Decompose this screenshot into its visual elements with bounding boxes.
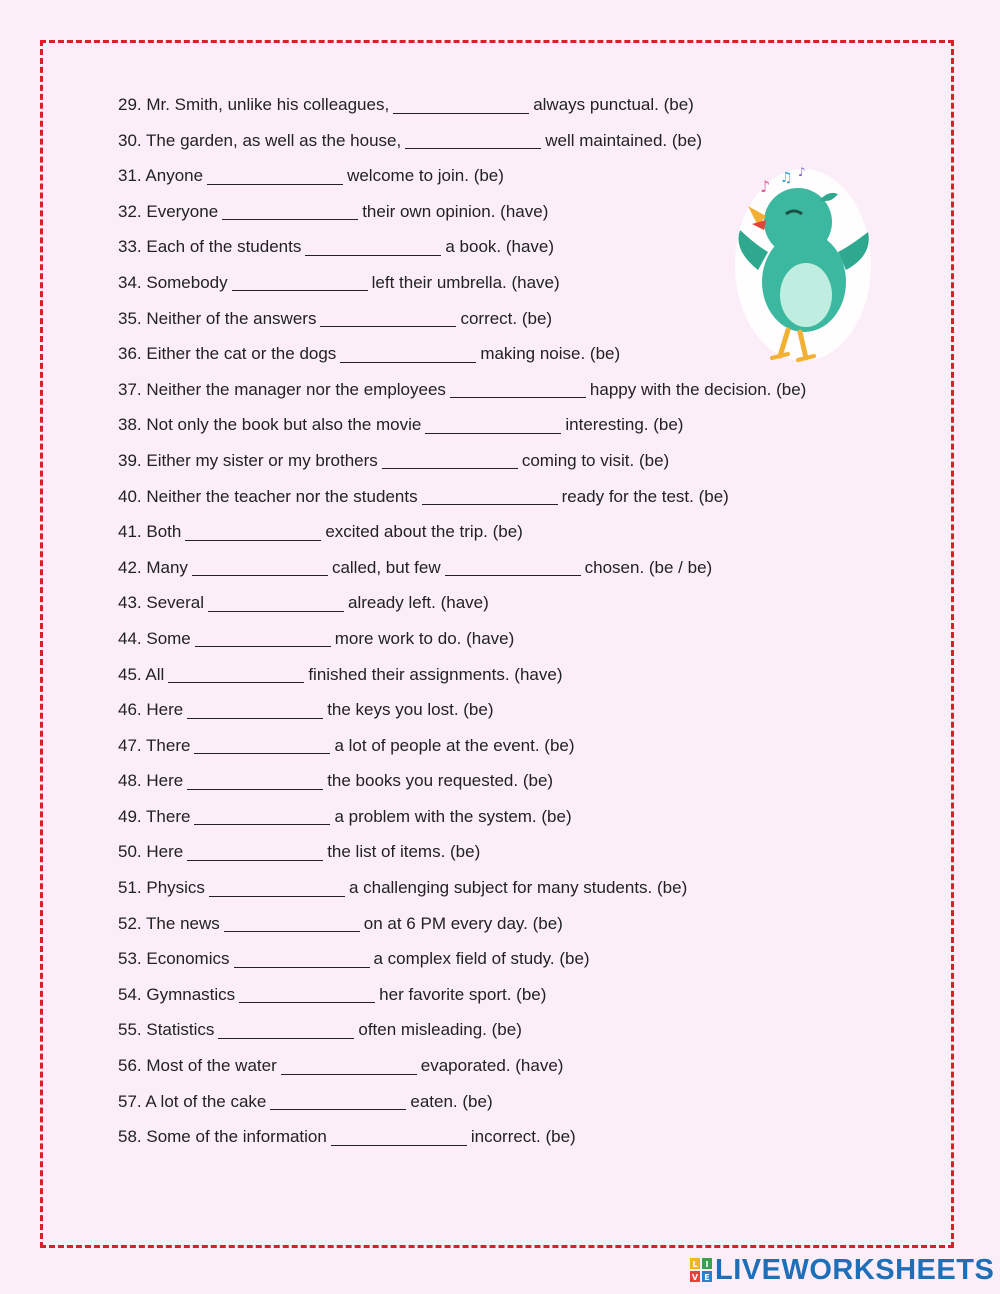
question-text-before: 57. A lot of the cake bbox=[118, 1091, 267, 1111]
answer-blank-input[interactable] bbox=[305, 241, 441, 256]
question-item bbox=[118, 1017, 806, 1053]
answer-blank-input[interactable] bbox=[405, 134, 541, 149]
answer-blank-input[interactable] bbox=[194, 810, 330, 825]
question-text-after: correct. (be) bbox=[460, 308, 553, 328]
question-item bbox=[118, 804, 806, 840]
question-text-before: 42. Many bbox=[118, 557, 188, 577]
answer-blank-input[interactable] bbox=[393, 99, 529, 114]
question-item bbox=[118, 448, 806, 484]
question-text-after: their own opinion. (have) bbox=[362, 201, 549, 221]
question-list bbox=[118, 92, 806, 1160]
svg-text:♫: ♫ bbox=[780, 170, 793, 186]
liveworksheets-logo bbox=[690, 1254, 994, 1286]
question-item bbox=[118, 982, 806, 1018]
question-item bbox=[118, 1053, 806, 1089]
question-text-after: always punctual. (be) bbox=[533, 95, 694, 114]
question-text-before: 41. Both bbox=[118, 522, 182, 542]
question-text-after: interesting. (be) bbox=[565, 415, 684, 435]
question-text-after: coming to visit. (be) bbox=[521, 450, 670, 470]
question-text-before: 48. Here bbox=[118, 771, 184, 791]
question-item bbox=[118, 1124, 806, 1160]
question-text-after: a challenging subject for many students. (be) bbox=[348, 878, 688, 898]
question-text-before: 34. Somebody bbox=[118, 272, 228, 292]
question-text-before: 37. Neither the manager nor the employees bbox=[118, 379, 446, 399]
question-text-before: 31. Anyone bbox=[118, 166, 204, 186]
question-item bbox=[118, 163, 806, 199]
answer-blank-input[interactable] bbox=[445, 561, 581, 576]
question-item bbox=[118, 590, 806, 626]
question-text-after: happy with the decision. (be) bbox=[589, 379, 807, 399]
question-text-before: 29. Mr. Smith, unlike his colleagues, bbox=[118, 95, 390, 114]
question-text-after: on at 6 PM every day. (be) bbox=[363, 913, 563, 933]
question-text-before: 53. Economics bbox=[118, 949, 230, 969]
question-text-before: 39. Either my sister or my brothers bbox=[118, 450, 378, 470]
logo-text: LIVEWORKSHEETS bbox=[715, 1253, 995, 1286]
question-item bbox=[118, 697, 806, 733]
question-text-before: 56. Most of the water bbox=[118, 1056, 277, 1076]
question-text-before: 58. Some of the information bbox=[118, 1127, 327, 1147]
question-text-before: 33. Each of the students bbox=[118, 237, 302, 257]
answer-blank-input[interactable] bbox=[187, 704, 323, 719]
answer-blank-input[interactable] bbox=[340, 348, 476, 363]
question-text-after: making noise. (be) bbox=[480, 344, 621, 364]
answer-blank-input[interactable] bbox=[208, 597, 344, 612]
question-text-after: often misleading. (be) bbox=[358, 1020, 522, 1040]
answer-blank-input[interactable] bbox=[192, 561, 328, 576]
question-text-after: evaporated. (have) bbox=[420, 1056, 564, 1076]
question-item bbox=[118, 92, 806, 128]
answer-blank-input[interactable] bbox=[234, 953, 370, 968]
question-text-after: the books you requested. (be) bbox=[327, 771, 554, 791]
question-item bbox=[118, 128, 806, 164]
answer-blank-input[interactable] bbox=[224, 917, 360, 932]
question-item bbox=[118, 626, 806, 662]
question-text-before: 51. Physics bbox=[118, 878, 205, 898]
question-text-before: 50. Here bbox=[118, 842, 184, 862]
question-text-after: already left. (have) bbox=[348, 593, 489, 613]
question-text-after: the list of items. (be) bbox=[327, 842, 481, 862]
question-text-before: 45. All bbox=[118, 664, 165, 684]
answer-blank-input[interactable] bbox=[382, 454, 518, 469]
answer-blank-input[interactable] bbox=[331, 1131, 467, 1146]
question-text-after: chosen. (be / be) bbox=[584, 557, 713, 577]
question-text-after: a problem with the system. (be) bbox=[334, 806, 572, 826]
question-item bbox=[118, 733, 806, 769]
svg-text:♪: ♪ bbox=[760, 177, 771, 196]
question-item bbox=[118, 555, 806, 591]
liveworksheets-mark-icon bbox=[690, 1258, 712, 1282]
question-text-after: the keys you lost. (be) bbox=[327, 700, 494, 720]
question-text-before: 40. Neither the teacher nor the students bbox=[118, 486, 418, 506]
question-text-after: a lot of people at the event. (be) bbox=[334, 735, 575, 755]
answer-blank-input[interactable] bbox=[320, 312, 456, 327]
logo-mark-letter: V bbox=[691, 1273, 699, 1282]
question-text-before: 44. Some bbox=[118, 628, 191, 648]
question-text-after: a book. (have) bbox=[445, 237, 555, 257]
answer-blank-input[interactable] bbox=[209, 882, 345, 897]
answer-blank-input[interactable] bbox=[207, 170, 343, 185]
answer-blank-input[interactable] bbox=[185, 526, 321, 541]
question-text-before: 35. Neither of the answers bbox=[118, 308, 317, 328]
answer-blank-input[interactable] bbox=[422, 490, 558, 505]
question-item bbox=[118, 341, 806, 377]
question-item bbox=[118, 1089, 806, 1125]
answer-blank-input[interactable] bbox=[187, 775, 323, 790]
question-item bbox=[118, 911, 806, 947]
answer-blank-input[interactable] bbox=[187, 846, 323, 861]
question-item bbox=[118, 875, 806, 911]
question-text-middle: called, but few bbox=[331, 557, 441, 577]
question-item bbox=[118, 270, 806, 306]
question-text-before: 47. There bbox=[118, 735, 191, 755]
question-item bbox=[118, 519, 806, 555]
question-text-before: 46. Here bbox=[118, 700, 184, 720]
answer-blank-input[interactable] bbox=[232, 276, 368, 291]
question-text-before: 43. Several bbox=[118, 593, 204, 613]
answer-blank-input[interactable] bbox=[281, 1060, 417, 1075]
question-text-after: left their umbrella. (have) bbox=[371, 272, 560, 292]
question-item bbox=[118, 199, 806, 235]
answer-blank-input[interactable] bbox=[270, 1095, 406, 1110]
logo-mark-letter: L bbox=[692, 1260, 698, 1269]
question-item bbox=[118, 768, 806, 804]
question-item bbox=[118, 306, 806, 342]
answer-blank-input[interactable] bbox=[218, 1024, 354, 1039]
question-text-after: a complex field of study. (be) bbox=[373, 949, 590, 969]
answer-blank-input[interactable] bbox=[425, 419, 561, 434]
question-text-after: her favorite sport. (be) bbox=[379, 984, 547, 1004]
question-text-before: 54. Gymnastics bbox=[118, 984, 236, 1004]
question-text-after: more work to do. (have) bbox=[334, 628, 515, 648]
question-item bbox=[118, 484, 806, 520]
question-text-before: 38. Not only the book but also the movie bbox=[118, 415, 422, 435]
question-text-after: finished their assignments. (have) bbox=[308, 664, 563, 684]
svg-text:♪: ♪ bbox=[798, 165, 806, 179]
question-text-after: ready for the test. (be) bbox=[561, 486, 729, 506]
answer-blank-input[interactable] bbox=[168, 668, 304, 683]
logo-mark-letter: I bbox=[705, 1260, 709, 1269]
question-text-after: excited about the trip. (be) bbox=[325, 522, 523, 542]
question-item bbox=[118, 839, 806, 875]
answer-blank-input[interactable] bbox=[222, 205, 358, 220]
answer-blank-input[interactable] bbox=[195, 632, 331, 647]
answer-blank-input[interactable] bbox=[194, 739, 330, 754]
question-text-before: 55. Statistics bbox=[118, 1020, 215, 1040]
answer-blank-input[interactable] bbox=[450, 383, 586, 398]
question-item bbox=[118, 377, 806, 413]
question-text-before: 30. The garden, as well as the house, bbox=[118, 130, 402, 150]
question-text-before: 36. Either the cat or the dogs bbox=[118, 344, 337, 364]
logo-mark-letter: E bbox=[704, 1273, 710, 1282]
question-text-before: 32. Everyone bbox=[118, 201, 219, 221]
answer-blank-input[interactable] bbox=[239, 988, 375, 1003]
question-item bbox=[118, 234, 806, 270]
question-item bbox=[118, 662, 806, 698]
question-text-after: eaten. (be) bbox=[410, 1091, 493, 1111]
question-text-before: 52. The news bbox=[118, 913, 220, 933]
question-text-before: 49. There bbox=[118, 806, 191, 826]
question-item bbox=[118, 412, 806, 448]
question-item bbox=[118, 946, 806, 982]
question-text-after: well maintained. (be) bbox=[545, 130, 703, 150]
question-text-after: incorrect. (be) bbox=[470, 1127, 576, 1147]
question-text-after: welcome to join. (be) bbox=[347, 166, 504, 186]
singing-bird-icon bbox=[728, 160, 878, 370]
